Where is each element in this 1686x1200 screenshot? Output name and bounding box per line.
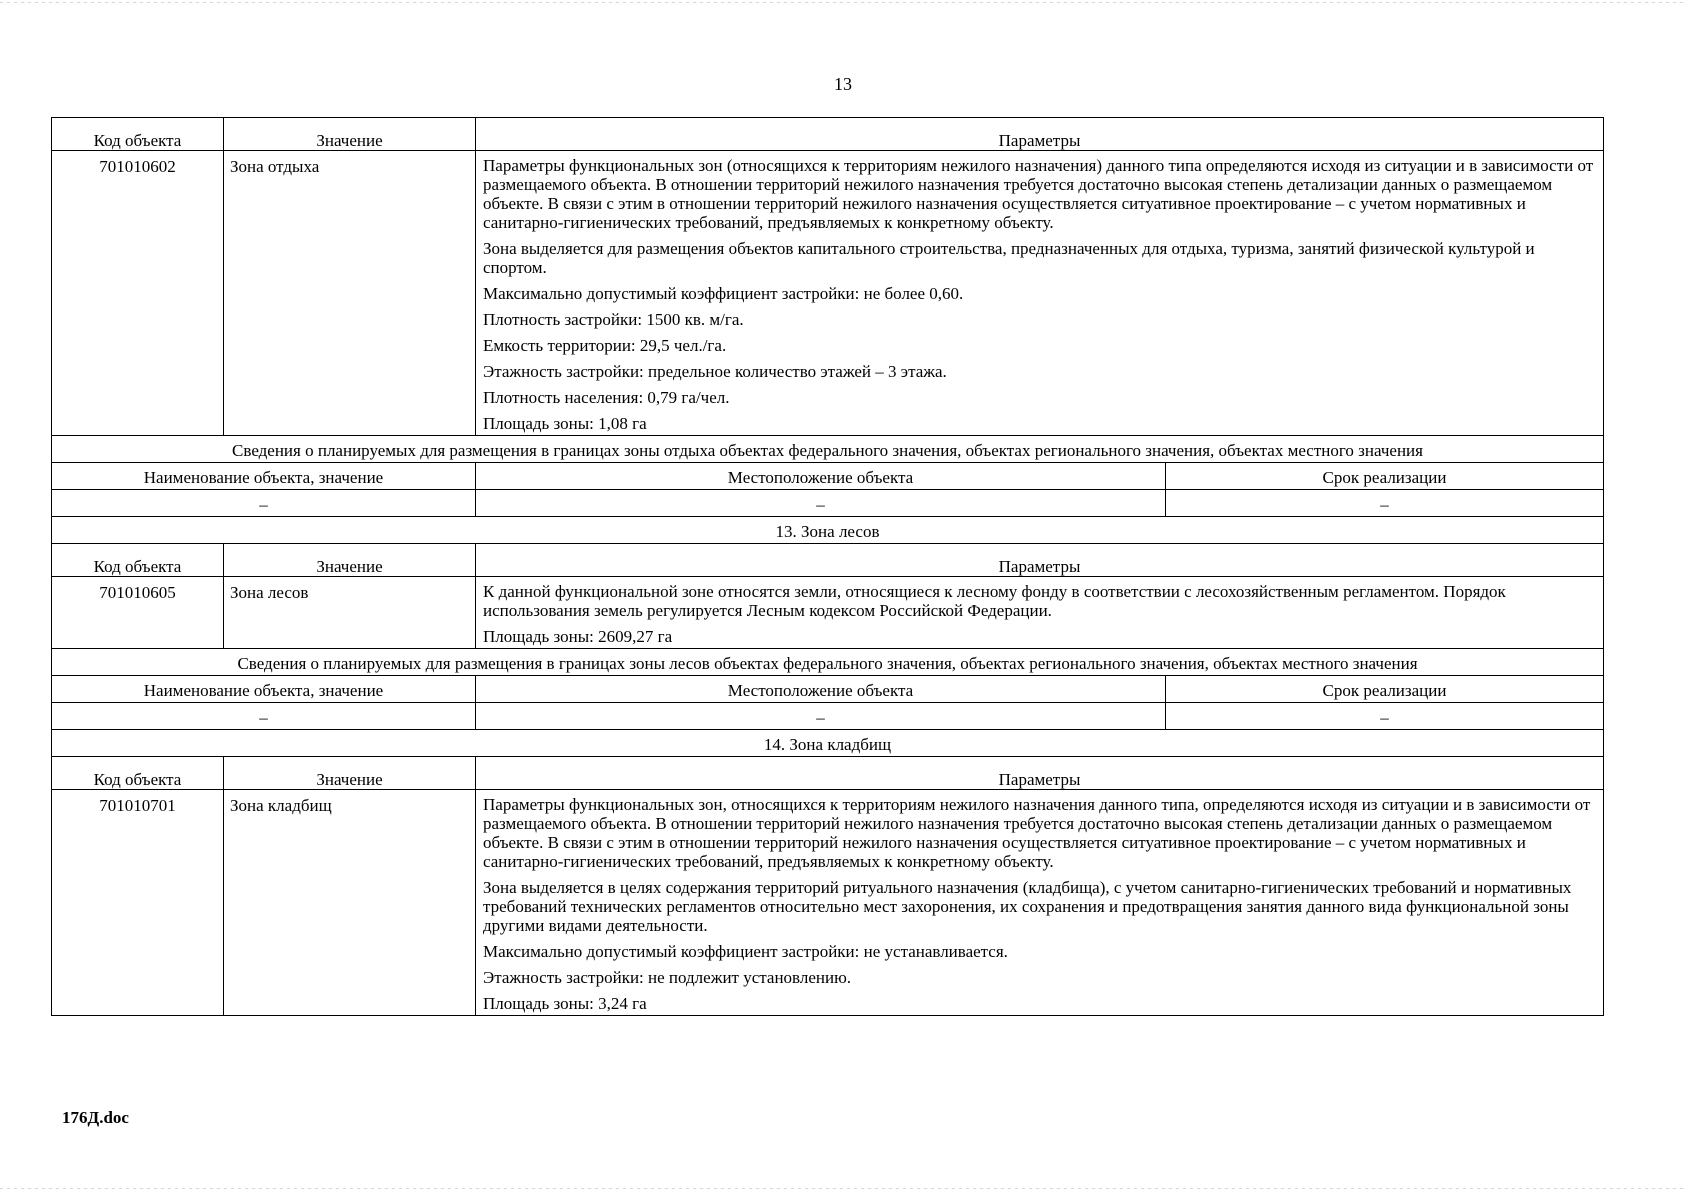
param-text: Емкость территории: 29,5 чел./га. [483,336,727,355]
header-code: Код объекта [52,118,224,151]
section-title: 13. Зона лесов [52,517,1604,544]
zone-row-rest [52,151,1604,436]
planned-objects-header-row [52,463,1604,490]
zone-code: 701010605 [52,577,224,649]
cell-location: – [476,703,1166,730]
header-value: Значение [224,757,476,790]
section-title-row [52,730,1604,757]
planned-objects-title: Сведения о планируемых для размещения в границах зоны отдыха объектах федерального значения, объектах регионального значения, объектах местного значения [52,436,1604,463]
param-text: Параметры функциональных зон (относящихся к территориям нежилого назначения) данного типа определяются исходя из ситуации и в зависимости от размещаемого объекта. В отношении территорий нежилого назначения требуется достаточно высокая степень детализации данных о размещаемом объекте. В связи с этим в отношении территорий нежилого назначения осуществляется ситуативное проектирование – с учетом нормативных и санитарно-гигиенических требований, предъявляемых к конкретному объекту. [483,156,1594,232]
zone-params [476,790,1604,1016]
param-text: Плотность населения: 0,79 га/чел. [483,388,730,407]
param-text: К данной функциональной зоне относятся земли, относящиеся к лесному фонду в соответствии с лесохозяйственным регламентом. Порядок использования земель регулируется Лесным кодексом Российской Федерации. [483,582,1506,620]
param-text: Зона выделяется в целях содержания территорий ритуального назначения (кладбища), с учетом санитарно-гигиенических требований и нормативных требований технических регламентов относительно мест захоронения, их сохранения и предотвращения занятия данного вида функциональной зоны другими видами деятельности. [483,878,1572,935]
header-deadline: Срок реализации [1166,463,1604,490]
cell-deadline: – [1166,490,1604,517]
header-object-name: Наименование объекта, значение [52,463,476,490]
table-header-row [52,544,1604,577]
cell-object-name: – [52,490,476,517]
param-text: Максимально допустимый коэффициент застройки: не устанавливается. [483,942,1008,961]
zones-table [51,117,1604,1016]
param-text: Площадь зоны: 3,24 га [483,994,647,1013]
param-text: Максимально допустимый коэффициент застройки: не более 0,60. [483,284,964,303]
planned-objects-title-row [52,436,1604,463]
scan-artifact-bottom [0,1188,1686,1189]
header-location: Местоположение объекта [476,676,1166,703]
param-text: Площадь зоны: 2609,27 га [483,627,673,646]
header-params: Параметры [476,757,1604,790]
param-text: Этажность застройки: предельное количество этажей – 3 этажа. [483,362,947,381]
scan-artifact-top [0,2,1686,3]
param-text: Зона выделяется для размещения объектов капитального строительства, предназначенных для отдыха, туризма, занятий физической культурой и спортом. [483,239,1535,277]
file-name: 176Д.doc [62,1108,129,1127]
section-title-row [52,517,1604,544]
zone-code: 701010701 [52,790,224,1016]
cell-deadline: – [1166,703,1604,730]
zone-name: Зона отдыха [224,151,476,436]
param-text: Параметры функциональных зон, относящихся к территориям нежилого назначения данного типа, определяются исходя из ситуации и в зависимости от размещаемого объекта. В отношении территорий нежилого назначения требуется достаточно высокая степень детализации данных о размещаемом объекте. В связи с этим в отношении территорий нежилого назначения осуществляется ситуативное проектирование – с учетом нормативных и санитарно-гигиенических требований, предъявляемых к конкретному объекту. [483,795,1591,871]
header-code: Код объекта [52,757,224,790]
header-location: Местоположение объекта [476,463,1166,490]
cell-object-name: – [52,703,476,730]
zone-name: Зона кладбищ [224,790,476,1016]
zone-params [476,577,1604,649]
header-deadline: Срок реализации [1166,676,1604,703]
header-value: Значение [224,544,476,577]
zone-name: Зона лесов [224,577,476,649]
param-text: Этажность застройки: не подлежит установлению. [483,968,852,987]
section-title: 14. Зона кладбищ [52,730,1604,757]
page-number: 13 [834,74,852,94]
zone-params [476,151,1604,436]
header-value: Значение [224,118,476,151]
param-text: Площадь зоны: 1,08 га [483,414,647,433]
planned-objects-row [52,490,1604,517]
zone-row-cemetery [52,790,1604,1016]
header-params: Параметры [476,118,1604,151]
cell-location: – [476,490,1166,517]
header-object-name: Наименование объекта, значение [52,676,476,703]
planned-objects-title: Сведения о планируемых для размещения в границах зоны лесов объектах федерального значения, объектах регионального значения, объектах местного значения [52,649,1604,676]
header-params: Параметры [476,544,1604,577]
param-text: Плотность застройки: 1500 кв. м/га. [483,310,744,329]
planned-objects-row [52,703,1604,730]
planned-objects-header-row [52,676,1604,703]
planned-objects-title-row [52,649,1604,676]
header-code: Код объекта [52,544,224,577]
zone-code: 701010602 [52,151,224,436]
table-header-row [52,118,1604,151]
table-header-row [52,757,1604,790]
zone-row-forest [52,577,1604,649]
